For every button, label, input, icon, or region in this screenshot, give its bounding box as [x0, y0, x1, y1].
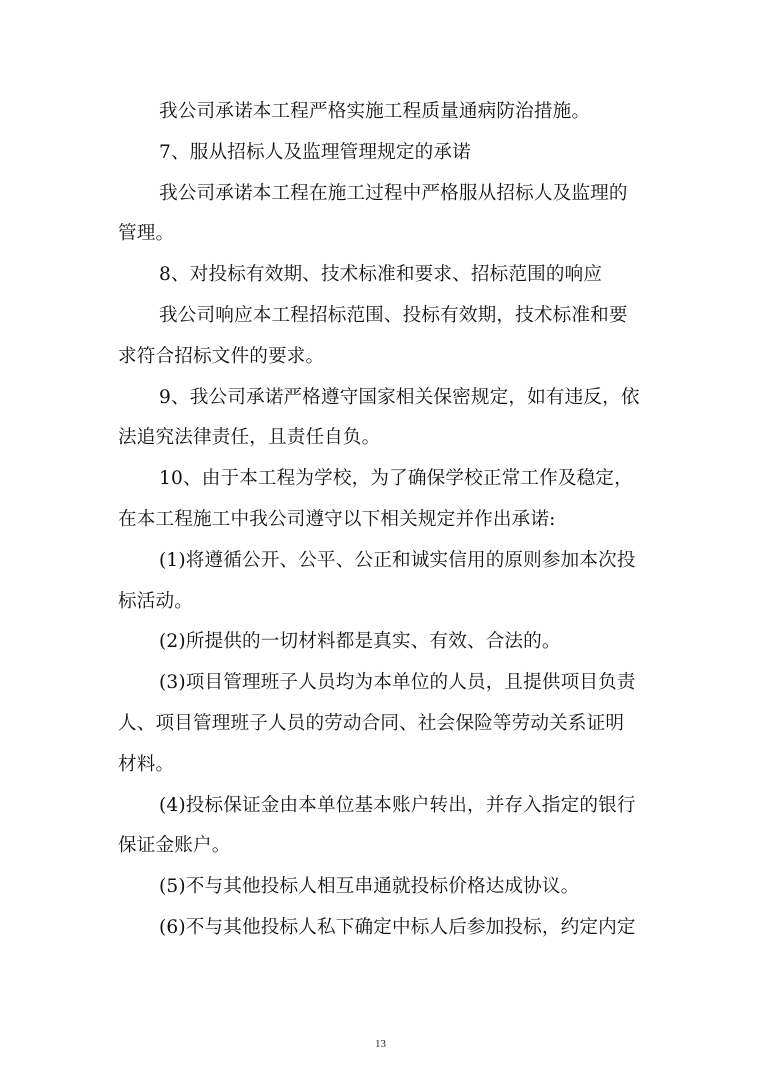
- section-heading-7: 7、服从招标人及监理管理规定的承诺: [159, 141, 471, 163]
- text-line: 我公司承诺本工程严格实施工程质量通病防治措施。: [159, 101, 591, 122]
- text-line: 材料。: [118, 753, 175, 775]
- section-heading-8: 8、对投标有效期、技术标准和要求、招标范围的响应: [159, 264, 603, 286]
- body-text: [118, 92, 638, 949]
- text-line: 人、项目管理班子人员的劳动合同、社会保险等劳动关系证明: [118, 712, 625, 734]
- section-heading-10: 10、由于本工程为学校，为了确保学校正常工作及稳定，: [159, 468, 633, 490]
- list-item-6: (6)不与其他投标人私下确定中标人后参加投标，约定内定: [159, 916, 636, 938]
- text-line: 求符合招标文件的要求。: [118, 345, 325, 367]
- list-item-2: (2)所提供的一切材料都是真实、有效、合法的。: [159, 631, 561, 653]
- list-item-3: (3)项目管理班子人员均为本单位的人员，且提供项目负责: [159, 672, 636, 694]
- page-number: 13: [375, 1038, 386, 1050]
- list-item-4: (4)投标保证金由本单位基本账户转出，并存入指定的银行: [159, 794, 636, 816]
- section-heading-9: 9、我公司承诺严格遵守国家相关保密规定，如有违反，依: [159, 386, 640, 408]
- text-line: 管理。: [118, 223, 175, 245]
- text-line: 保证金账户。: [118, 835, 231, 857]
- text-line: 标活动。: [118, 590, 193, 612]
- text-line: 在本工程施工中我公司遵守以下相关规定并作出承诺:: [118, 508, 556, 530]
- list-item-5: (5)不与其他投标人相互串通就投标价格达成协议。: [159, 876, 580, 898]
- text-line: 我公司承诺本工程在施工过程中严格服从招标人及监理的: [159, 182, 628, 204]
- text-line: 我公司响应本工程招标范围、投标有效期，技术标准和要: [159, 304, 628, 326]
- list-item-1: (1)将遵循公开、公平、公正和诚实信用的原则参加本次投: [159, 549, 636, 571]
- text-line: 法追究法律责任，且责任自负。: [118, 427, 381, 449]
